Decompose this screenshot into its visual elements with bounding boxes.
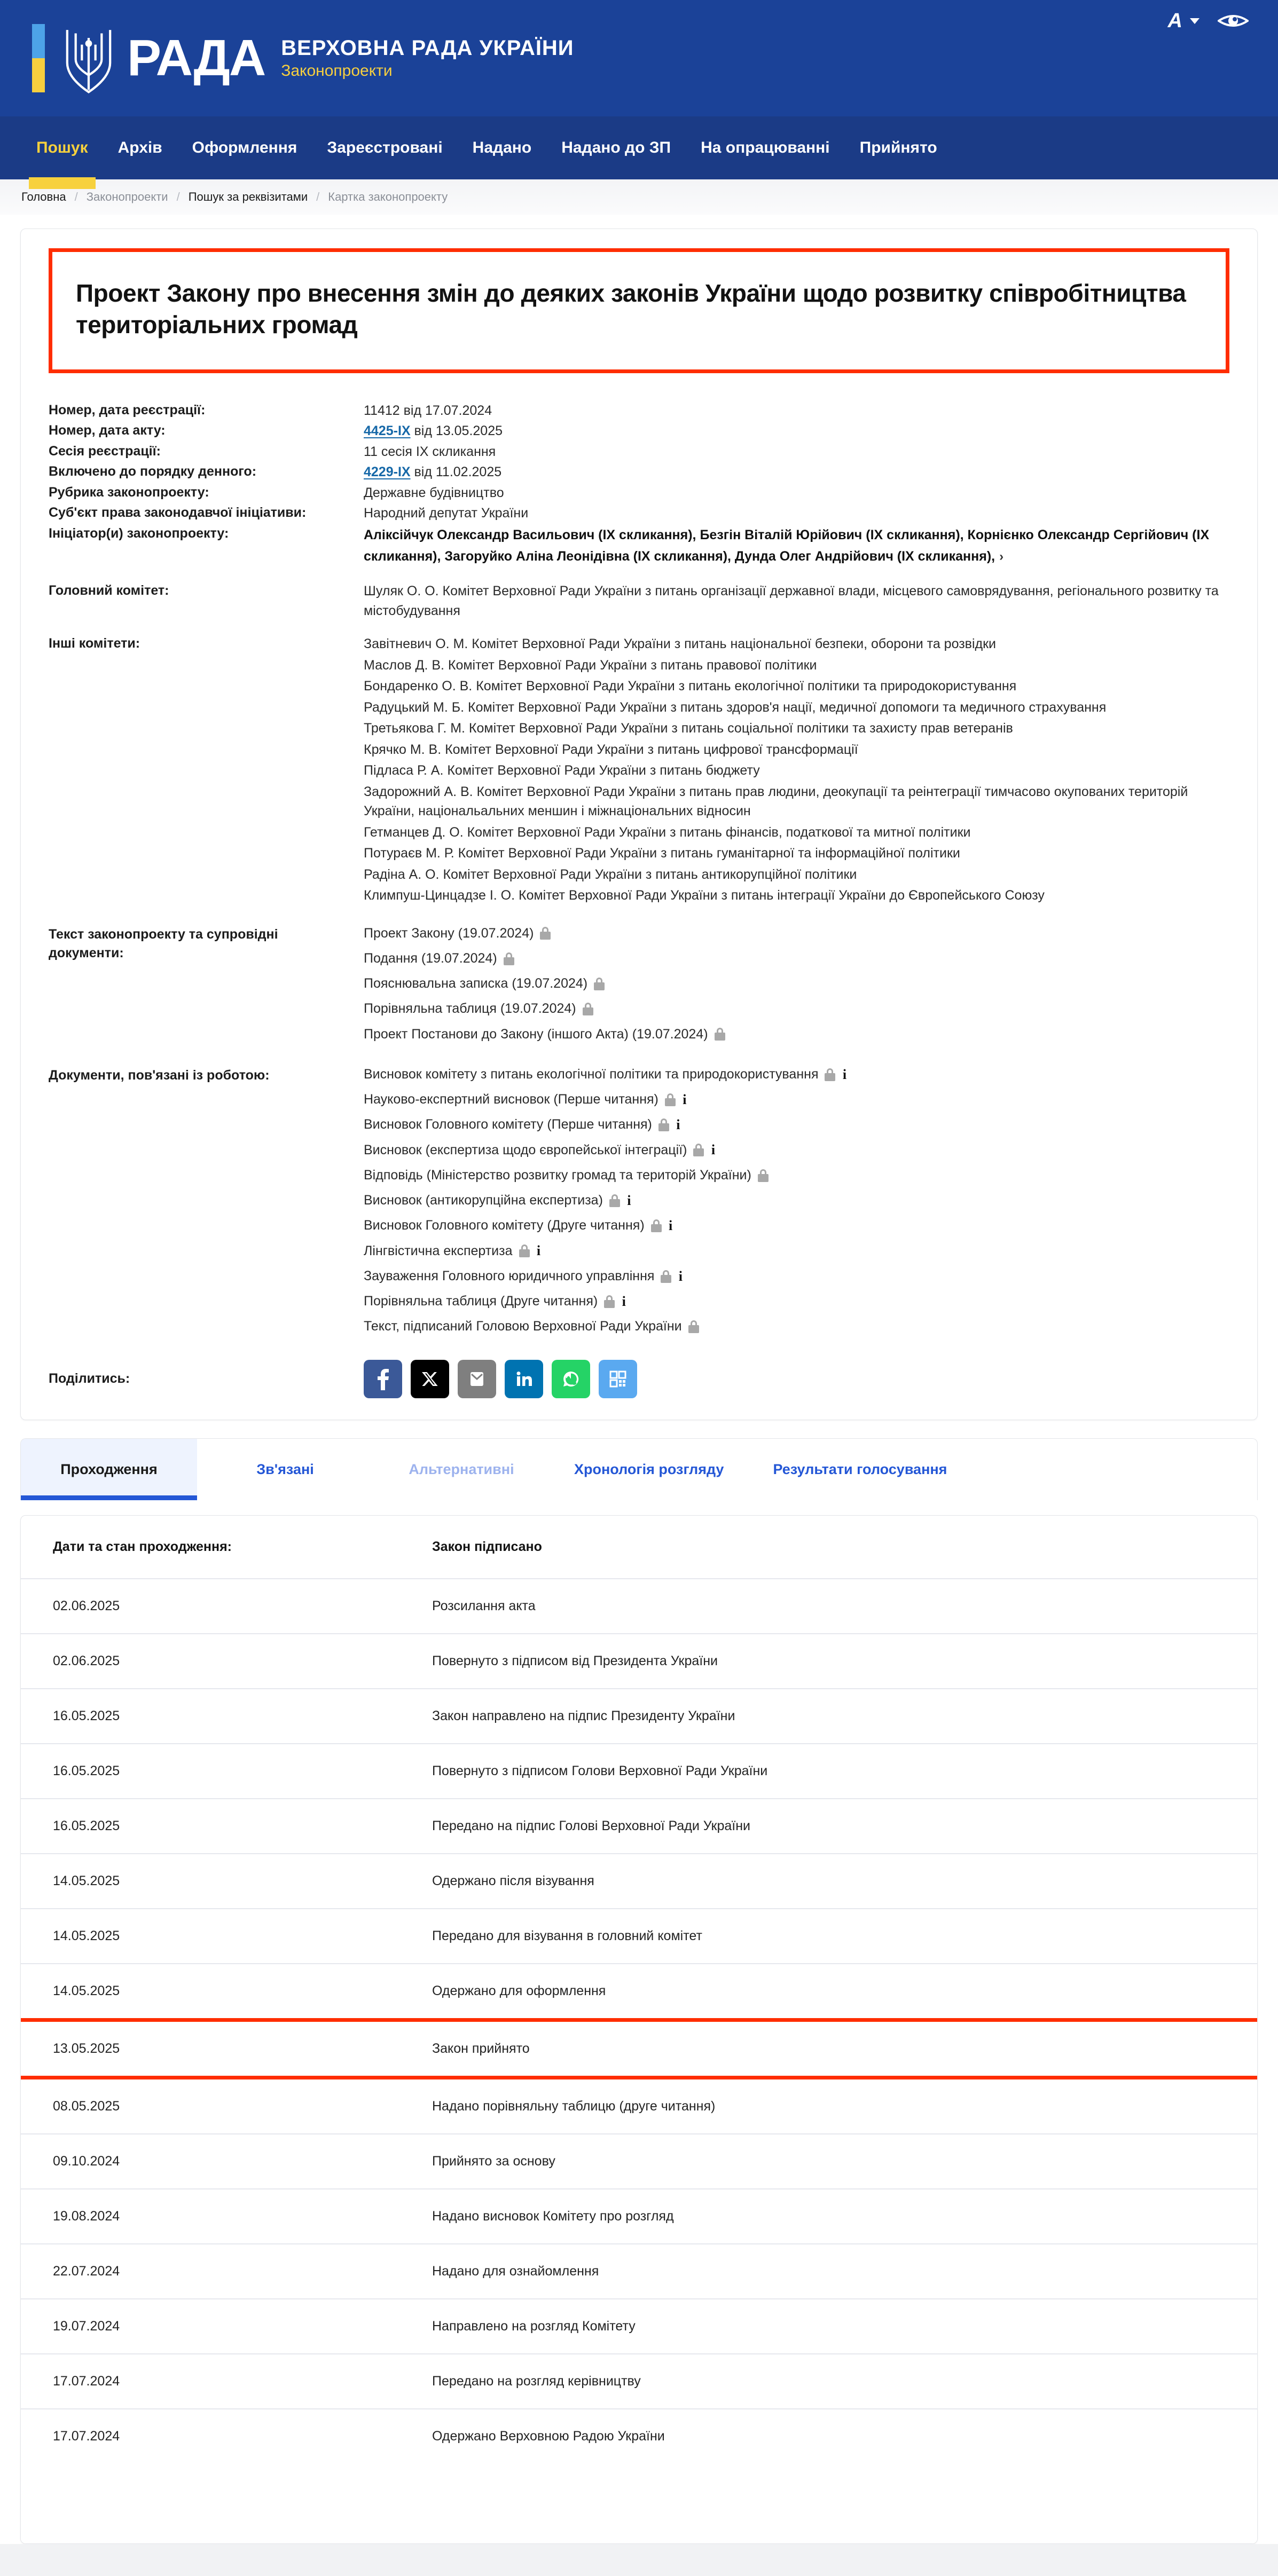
document-item[interactable] bbox=[364, 1026, 1229, 1043]
committee-item: Радуцький М. Б. Комітет Верховної Ради України з питань здоров'я нації, медичної допомоги та медичного страхування bbox=[364, 699, 1107, 715]
agenda-date: від 11.02.2025 bbox=[410, 464, 502, 480]
meta-value bbox=[364, 421, 1229, 441]
breadcrumb-separator: / bbox=[176, 190, 180, 203]
document-label: Проект Закону (19.07.2024) bbox=[364, 925, 534, 941]
facebook-share-button[interactable] bbox=[364, 1360, 402, 1398]
lock-icon bbox=[693, 1144, 704, 1156]
meta-label: Номер, дата реєстрації: bbox=[49, 402, 206, 417]
info-icon[interactable]: i bbox=[676, 1117, 680, 1132]
linkedin-share-button[interactable] bbox=[505, 1360, 543, 1398]
tab-zvyazani[interactable]: Зв'язані bbox=[256, 1461, 314, 1477]
tab-hronologiya[interactable]: Хронологія розгляду bbox=[574, 1461, 724, 1477]
meta-label: Сесія реєстрації: bbox=[49, 443, 161, 459]
info-icon[interactable]: i bbox=[683, 1091, 687, 1107]
cell-date: 22.07.2024 bbox=[53, 2263, 120, 2279]
meta-row-bill-texts bbox=[49, 925, 1229, 1051]
committee-item: Підласа Р. А. Комітет Верховної Ради України з питань бюджету bbox=[364, 763, 760, 778]
cell-state: Закон прийнято bbox=[432, 2020, 1257, 2077]
committee-item: Бондаренко О. В. Комітет Верховної Ради України з питань екологічної політики та природокористування bbox=[364, 679, 1017, 694]
cell-date: 09.10.2024 bbox=[53, 2153, 120, 2169]
info-icon[interactable]: i bbox=[627, 1192, 631, 1208]
cell-state: Направлено на розгляд Комітету bbox=[432, 2318, 636, 2334]
table-row bbox=[21, 2354, 1257, 2409]
document-item[interactable] bbox=[364, 950, 1229, 967]
cell-state: Прийнято за основу bbox=[432, 2153, 555, 2169]
cell-date: 16.05.2025 bbox=[53, 1818, 120, 1833]
lock-icon bbox=[688, 1320, 699, 1333]
table-row bbox=[21, 1854, 1257, 1909]
main-navigation bbox=[0, 116, 1278, 179]
share-buttons bbox=[364, 1360, 637, 1398]
table-row bbox=[21, 2134, 1257, 2189]
cell-date: 17.07.2024 bbox=[53, 2428, 120, 2444]
committee-item: Маслов Д. В. Комітет Верховної Ради України з питань правової політики bbox=[364, 657, 817, 673]
committee-item: Гетманцев Д. О. Комітет Верховної Ради України з питань фінансів, податкової та митної політики bbox=[364, 824, 971, 840]
table-row bbox=[21, 2189, 1257, 2244]
document-item[interactable] bbox=[364, 1243, 1229, 1259]
tab-prohodzhennya[interactable]: Проходження bbox=[21, 1439, 197, 1500]
font-size-letter: A bbox=[1167, 10, 1182, 32]
meta-row-main-committee bbox=[49, 581, 1229, 620]
document-item[interactable] bbox=[364, 975, 1229, 992]
document-label: Висновок (експертиза щодо європейської інтеграції) bbox=[364, 1142, 687, 1157]
committee-item: Завітневич О. М. Комітет Верховної Ради України з питань національної безпеки, оборони та розвідки bbox=[364, 636, 996, 652]
cell-date: 02.06.2025 bbox=[53, 1653, 120, 1668]
breadcrumb bbox=[0, 179, 1278, 215]
cell-date: 16.05.2025 bbox=[53, 1708, 120, 1723]
cell-state: Надано для ознайомлення bbox=[432, 2263, 599, 2279]
breadcrumb-item-search[interactable]: Пошук за реквізитами bbox=[188, 190, 308, 203]
lock-icon bbox=[504, 952, 514, 965]
document-item[interactable] bbox=[364, 1066, 1229, 1083]
initiators-text: Аліксійчук Олександр Васильович (IX скликання), Безгін Віталій Юрійович (IX скликання), Корнієнко Олександр Сергійович (IX скликання), Загоруйко Аліна Леонідівна (IX скликання), Дунда Олег Андрійович (IX скликання), bbox=[364, 527, 1210, 564]
lock-icon bbox=[665, 1093, 676, 1106]
document-label: Висновок комітету з питань екологічної політики та природокористування bbox=[364, 1066, 819, 1082]
nav-item-nadano[interactable]: Надано bbox=[472, 139, 532, 156]
cell-state: Повернуто з підписом від Президента України bbox=[432, 1653, 718, 1668]
cell-state: Одержано Верховною Радою України bbox=[432, 2428, 665, 2444]
passage-table-head bbox=[21, 1516, 1257, 1579]
font-size-selector[interactable] bbox=[1168, 11, 1199, 31]
committee-item: Радіна А. О. Комітет Верховної Ради України з питань антикорупційної політики bbox=[364, 866, 857, 882]
info-icon[interactable]: i bbox=[669, 1218, 673, 1233]
document-label: Висновок (антикорупційна експертиза) bbox=[364, 1193, 603, 1208]
document-item[interactable] bbox=[364, 1142, 1229, 1159]
nav-item-pryynyato[interactable]: Прийнято bbox=[859, 139, 937, 156]
passage-table-card bbox=[20, 1515, 1258, 2544]
info-icon[interactable]: i bbox=[711, 1142, 716, 1158]
info-icon[interactable]: i bbox=[622, 1293, 626, 1309]
table-row bbox=[21, 2299, 1257, 2354]
document-label: Пояснювальна записка (19.07.2024) bbox=[364, 976, 588, 991]
nav-item-zareiestrovani[interactable]: Зареєстровані bbox=[327, 139, 443, 156]
meta-label: Ініціатор(и) законопроекту: bbox=[49, 525, 229, 541]
qr-code-share-button[interactable] bbox=[599, 1360, 637, 1398]
meta-row-registration-number bbox=[49, 401, 1229, 421]
lock-icon bbox=[540, 927, 551, 940]
lock-icon bbox=[758, 1169, 769, 1182]
document-item[interactable] bbox=[364, 1091, 1229, 1108]
table-footer-spacer bbox=[21, 2463, 1257, 2543]
lock-icon bbox=[658, 1118, 669, 1131]
meta-row-other-committees bbox=[49, 634, 1229, 907]
document-item[interactable] bbox=[364, 1293, 1229, 1310]
info-icon[interactable]: i bbox=[842, 1066, 847, 1082]
site-title: ВЕРХОВНА РАДА УКРАЇНИ bbox=[281, 36, 574, 60]
table-row bbox=[21, 1909, 1257, 1964]
agenda-number-link[interactable]: 4229-IX bbox=[364, 464, 411, 480]
lock-icon bbox=[715, 1028, 725, 1041]
cell-date: 16.05.2025 bbox=[53, 1763, 120, 1778]
meta-value: Шуляк О. О. Комітет Верховної Ради України з питань організації державної влади, місцевого самоврядування, регіонального розвитку та містобудування bbox=[364, 584, 1219, 618]
tab-rezultaty-golosuvannya[interactable]: Результати голосування bbox=[773, 1461, 947, 1477]
cell-state: Одержано після візування bbox=[432, 1873, 594, 1888]
document-label: Проект Постанови до Закону (іншого Акта) (19.07.2024) bbox=[364, 1026, 708, 1042]
bill-title-highlight-box bbox=[49, 248, 1229, 373]
info-icon[interactable]: i bbox=[678, 1268, 683, 1284]
lock-icon bbox=[609, 1194, 620, 1207]
meta-row-agenda bbox=[49, 462, 1229, 482]
table-row bbox=[21, 2244, 1257, 2299]
cell-state: Надано висновок Комітету про розгляд bbox=[432, 2208, 674, 2224]
document-item[interactable] bbox=[364, 925, 1229, 942]
meta-row-session bbox=[49, 442, 1229, 462]
bill-card bbox=[20, 229, 1258, 1420]
lock-icon bbox=[519, 1244, 530, 1257]
bill-metadata bbox=[49, 401, 1229, 1344]
meta-label: Головний комітет: bbox=[49, 583, 169, 598]
meta-label: Номер, дата акту: bbox=[49, 423, 166, 438]
cell-state: Передано на розгляд керівництву bbox=[432, 2373, 641, 2389]
nav-item-poshuk[interactable]: Пошук bbox=[21, 116, 103, 179]
table-row bbox=[21, 2077, 1257, 2134]
table-row bbox=[21, 1744, 1257, 1799]
lock-icon bbox=[604, 1295, 615, 1308]
table-row bbox=[21, 1579, 1257, 1634]
document-label: Науково-експертний висновок (Перше читання) bbox=[364, 1092, 658, 1107]
document-label: Зауваження Головного юридичного управління bbox=[364, 1268, 655, 1283]
act-number-date: від 13.05.2025 bbox=[410, 423, 503, 439]
nav-item-arhiv[interactable]: Архів bbox=[117, 139, 162, 156]
lock-icon bbox=[661, 1270, 671, 1283]
table-row bbox=[21, 1964, 1257, 2020]
rada-wordmark: РАДА bbox=[127, 29, 265, 86]
bill-tabs bbox=[20, 1438, 1258, 1500]
chevron-right-icon[interactable]: › bbox=[999, 549, 1004, 564]
meta-value: Народний депутат України bbox=[364, 506, 529, 521]
brand-logo[interactable] bbox=[0, 19, 574, 98]
cell-state: Закон направлено на підпис Президенту України bbox=[432, 1708, 735, 1723]
meta-value bbox=[364, 524, 1229, 568]
document-label: Подання (19.07.2024) bbox=[364, 950, 497, 966]
cell-state: Розсилання акта bbox=[432, 1598, 536, 1613]
nav-item-na-opratsyuvanni[interactable]: На опрацюванні bbox=[701, 139, 830, 156]
table-header-row bbox=[21, 1516, 1257, 1579]
cell-state: Надано порівняльну таблицю (друге читання) bbox=[432, 2098, 716, 2114]
column-header-date: Дати та стан проходження: bbox=[53, 1539, 232, 1554]
page-title: Проект Закону про внесення змін до деяких законів України щодо розвитку співробітництва територіальних громад bbox=[76, 279, 1186, 338]
share-label: Поділитись: bbox=[49, 1371, 130, 1387]
whatsapp-share-button[interactable] bbox=[552, 1360, 590, 1398]
table-row bbox=[21, 2409, 1257, 2463]
meta-label: Текст законопроекту та супровідні документи: bbox=[49, 926, 278, 961]
meta-label: Документи, пов'язані із роботою: bbox=[49, 1067, 270, 1083]
tryzub-coat-of-arms-icon bbox=[60, 19, 117, 98]
document-label: Висновок Головного комітету (Друге читання) bbox=[364, 1218, 645, 1233]
breadcrumb-item-home[interactable]: Головна bbox=[21, 190, 66, 203]
committee-item: Климпуш-Цинцадзе І. О. Комітет Верховної Ради України з питань інтеграції України до Європейського Союзу bbox=[364, 888, 1045, 903]
meta-row-rubric bbox=[49, 483, 1229, 503]
table-row bbox=[21, 1689, 1257, 1744]
page-footer-spacer bbox=[0, 2544, 1278, 2576]
accessibility-tools bbox=[1168, 11, 1249, 31]
chevron-down-icon bbox=[1190, 18, 1199, 24]
meta-row-related-documents bbox=[49, 1066, 1229, 1344]
nav-item-nadano-do-zp[interactable]: Надано до ЗП bbox=[561, 139, 671, 156]
meta-label: Суб'єкт права законодавчої ініціативи: bbox=[49, 505, 307, 521]
related-documents-list bbox=[364, 1066, 1229, 1344]
cell-state: Передано для візування в головний комітет bbox=[432, 1928, 702, 1943]
breadcrumb-item-card[interactable]: Картка законопроекту bbox=[328, 190, 448, 203]
document-item[interactable] bbox=[364, 1268, 1229, 1285]
document-label: Порівняльна таблиця (Друге читання) bbox=[364, 1294, 598, 1309]
meta-row-initiators bbox=[49, 524, 1229, 568]
x-twitter-share-button[interactable] bbox=[411, 1360, 449, 1398]
email-share-button[interactable] bbox=[458, 1360, 496, 1398]
lock-icon bbox=[825, 1068, 835, 1081]
meta-label: Включено до порядку денного: bbox=[49, 464, 257, 479]
meta-row-act-number bbox=[49, 421, 1229, 441]
passage-table bbox=[21, 1516, 1257, 2463]
meta-value: 11 сесія IX скликання bbox=[364, 444, 496, 459]
cell-date: 14.05.2025 bbox=[53, 1873, 120, 1888]
site-subtitle: Законопроекти bbox=[281, 62, 393, 80]
document-label: Порівняльна таблиця (19.07.2024) bbox=[364, 1001, 576, 1017]
breadcrumb-separator: / bbox=[74, 190, 78, 203]
nav-item-oformlennya[interactable]: Оформлення bbox=[192, 139, 297, 156]
table-row bbox=[21, 1799, 1257, 1854]
share-section bbox=[49, 1360, 1229, 1398]
cell-date: 13.05.2025 bbox=[21, 2020, 432, 2077]
document-label: Лінгвістична експертиза bbox=[364, 1243, 513, 1258]
info-icon[interactable]: i bbox=[536, 1243, 541, 1259]
table-row-highlighted bbox=[21, 2020, 1257, 2077]
cell-date: 14.05.2025 bbox=[53, 1983, 120, 1998]
document-item[interactable] bbox=[364, 1192, 1229, 1209]
lock-icon bbox=[583, 1003, 593, 1015]
other-committees-list bbox=[364, 634, 1229, 907]
committee-item: Крячко М. В. Комітет Верховної Ради України з питань цифрової трансформації bbox=[364, 742, 858, 757]
table-row bbox=[21, 1634, 1257, 1689]
column-header-state: Закон підписано bbox=[432, 1539, 542, 1554]
ukraine-flag-bar-icon bbox=[32, 24, 45, 92]
meta-value: 11412 від 17.07.2024 bbox=[364, 403, 492, 418]
cell-date: 02.06.2025 bbox=[53, 1598, 120, 1613]
document-label: Відповідь (Міністерство розвитку громад та територій України) bbox=[364, 1167, 751, 1183]
committee-item: Потураєв М. Р. Комітет Верховної Ради України з питань гуманітарної та інформаційної політики bbox=[364, 846, 960, 861]
cell-date: 17.07.2024 bbox=[53, 2373, 120, 2389]
meta-value: Державне будівництво bbox=[364, 485, 504, 500]
breadcrumb-separator: / bbox=[316, 190, 320, 203]
breadcrumb-item-bills[interactable]: Законопроекти bbox=[86, 190, 168, 203]
act-number-link[interactable]: 4425-IX bbox=[364, 423, 411, 439]
tab-alternatyvni: Альтернативні bbox=[409, 1461, 514, 1477]
document-label: Висновок Головного комітету (Перше читання) bbox=[364, 1117, 652, 1132]
passage-table-body bbox=[21, 1579, 1257, 2463]
committee-item: Третьякова Г. М. Комітет Верховної Ради України з питань соціальної політики та захисту прав ветеранів bbox=[364, 721, 1013, 736]
cell-date: 19.08.2024 bbox=[53, 2208, 120, 2224]
document-item[interactable] bbox=[364, 1001, 1229, 1017]
meta-value bbox=[364, 462, 1229, 482]
committee-item: Задорожний А. В. Комітет Верховної Ради України з питань прав людини, деокупації та реінтеграції тимчасово окупованих територій України, національальних меншин і міжнаціональних відносин bbox=[364, 784, 1188, 819]
page-body bbox=[0, 229, 1278, 2544]
site-header bbox=[0, 0, 1278, 116]
cell-date: 14.05.2025 bbox=[53, 1928, 120, 1943]
cell-state: Одержано для оформлення bbox=[432, 1983, 606, 1998]
cell-state: Передано на підпис Голові Верховної Ради України bbox=[432, 1818, 751, 1833]
meta-label: Рубрика законопроекту: bbox=[49, 484, 209, 500]
lock-icon bbox=[651, 1219, 662, 1232]
lock-icon bbox=[594, 978, 605, 990]
tabs-spacer bbox=[971, 1439, 1257, 1500]
eye-contrast-icon[interactable] bbox=[1218, 11, 1249, 31]
cell-date: 19.07.2024 bbox=[53, 2318, 120, 2334]
document-item[interactable] bbox=[364, 1167, 1229, 1184]
meta-label: Інші комітети: bbox=[49, 636, 140, 651]
meta-row-subject bbox=[49, 503, 1229, 523]
document-item[interactable] bbox=[364, 1318, 1229, 1335]
document-item[interactable] bbox=[364, 1116, 1229, 1133]
cell-date: 08.05.2025 bbox=[53, 2098, 120, 2114]
document-item[interactable] bbox=[364, 1217, 1229, 1234]
bill-texts-list bbox=[364, 925, 1229, 1051]
cell-state: Повернуто з підписом Голови Верховної Ради України bbox=[432, 1763, 768, 1778]
document-label: Текст, підписаний Головою Верховної Ради України bbox=[364, 1319, 682, 1334]
